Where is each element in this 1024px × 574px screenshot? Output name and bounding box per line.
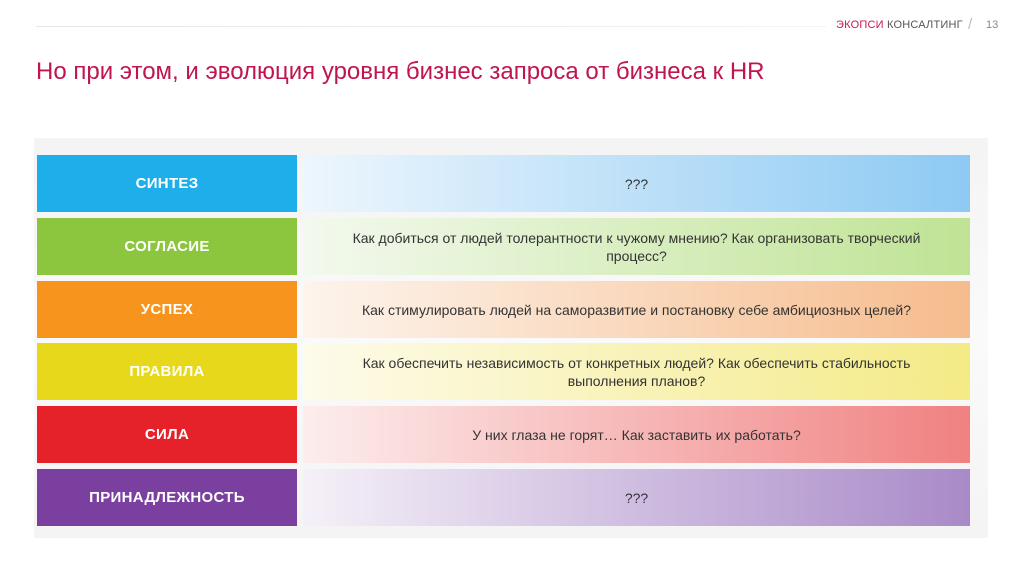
level-row-agreement [37,218,970,275]
level-label: СИНТЕЗ [37,155,297,212]
level-row-rules [37,343,970,400]
page-number: 13 [986,19,999,31]
brand-part-1: ЭКОПСИ [836,19,884,31]
slide-title: Но при этом, и эволюция уровня бизнес запроса от бизнеса к HR [36,58,765,85]
brand-logo [836,19,963,31]
page-separator: / [968,16,973,33]
level-row-synthesis [37,155,970,212]
level-description: У них глаза не горят… Как заставить их работать? [303,406,970,463]
level-description: ??? [303,469,970,526]
level-row-power [37,406,970,463]
level-row-belonging [37,469,970,526]
level-label: СИЛА [37,406,297,463]
brand-part-2: КОНСАЛТИНГ [886,19,963,31]
level-row-success [37,281,970,338]
header-divider [36,26,826,27]
level-label: ПРИНАДЛЕЖНОСТЬ [37,469,297,526]
level-description: Как обеспечить независимость от конкретных людей? Как обеспечить стабильность выполнения планов? [303,343,970,400]
level-description: Как стимулировать людей на саморазвитие и постановку себе амбициозных целей? [303,281,970,338]
level-label: ПРАВИЛА [37,343,297,400]
level-label: УСПЕХ [37,281,297,338]
level-description: Как добиться от людей толерантности к чужому мнению? Как организовать творческий процесс? [303,218,970,275]
level-label: СОГЛАСИЕ [37,218,297,275]
level-description: ??? [303,155,970,212]
